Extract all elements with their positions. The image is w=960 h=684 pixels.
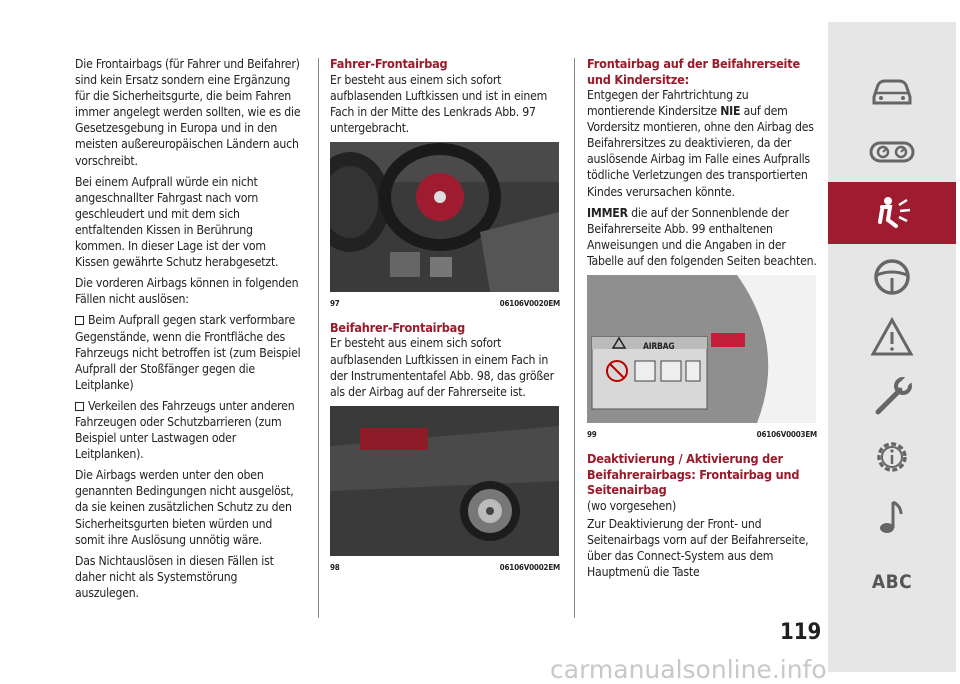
sidebar-item-safety[interactable] — [828, 182, 956, 244]
paragraph: Die vorderen Airbags können in folgenden Fällen nicht auslösen: — [75, 276, 299, 307]
figure-caption — [330, 296, 560, 312]
paragraph: Bei einem Aufprall würde ein nicht angeschnallter Fahrgast nach vorn geschleudert und mit dem sich entfaltenden Kissen in Berührung kommen. In dieser Lage ist der vom Kissen gewährte Schutz herabgesetzt. — [75, 174, 279, 270]
gauges-icon — [868, 131, 916, 173]
sidebar-item-technical-data[interactable] — [828, 427, 956, 487]
paragraph: Er besteht aus einem sich sofort aufblasenden Luftkissen in einem Fach in der Instrumententafel Abb. 98, das größer als der Airbag auf der Fahrerseite ist. — [330, 336, 554, 399]
checkbox-bullet-icon — [75, 316, 84, 325]
column-divider — [318, 58, 319, 618]
warning-triangle-icon — [868, 316, 916, 358]
sidebar-item-index[interactable] — [828, 552, 956, 612]
chapter-sidebar — [828, 22, 956, 672]
paragraph: Zur Deaktivierung der Front- und Seitenairbags vorn auf der Beifahrerseite, über das Connect-System aus dem Hauptmenü die Taste — [587, 516, 809, 579]
bullet-item — [75, 398, 301, 462]
music-note-icon — [868, 496, 916, 538]
section-heading: Beifahrer-Frontairbag — [330, 319, 465, 335]
airbag-label-text: AIRBAG — [643, 342, 675, 353]
section-heading: Frontairbag auf der Beifahrerseite und Kindersitze: — [587, 56, 800, 87]
text-column-3 — [587, 56, 817, 585]
figure-97-steering-wheel-airbag — [330, 142, 559, 292]
figure-number: 98 — [330, 562, 340, 572]
emphasis-nie: NIE — [720, 104, 741, 119]
bullet-text: Beim Aufprall gegen stark verformbare Gegenstände, wenn die Frontfläche des Fahrzeugs nicht betroffen ist (zum Beispiel Aufprall der Stoßfänger gegen die Leitplanke) — [75, 313, 301, 392]
section-heading: Fahrer-Frontairbag — [330, 56, 448, 71]
bullet-text: Verkeilen des Fahrzeugs unter anderen Fahrzeugen oder Schutzbarrieren (zum Beispiel unter Lastwagen oder Leitplanken). — [75, 398, 295, 462]
paragraph: Entgegen der Fahrtrichtung zu montierende Kindersitze NIE auf dem Vordersitz montieren, ohne den Airbag des Beifahrersitzes zu deaktivieren, da der auslösende Airbag im Falle eines Aufpralls tödliche Verletzungen des transportierten Kindes verursachen könnte. — [587, 88, 814, 199]
sidebar-item-multimedia[interactable] — [828, 487, 956, 547]
sidebar-item-instruments[interactable] — [828, 122, 956, 182]
page-number: 119 — [780, 620, 822, 645]
paragraph: (wo vorgesehen) — [587, 498, 677, 513]
sidebar-item-emergency[interactable] — [828, 307, 956, 367]
paragraph: IMMER die auf der Sonnenblende der Beifahrerseite Abb. 99 enthaltenen Anweisungen und die Angaben in der Tabelle auf den folgenden Seiten beachten. — [587, 205, 817, 268]
paragraph: Die Frontairbags (für Fahrer und Beifahrer) sind kein Ersatz sondern eine Ergänzung für die Sicherheitsgurte, die beim Fahren immer angelegt werden sollten, wie es die Gesetzesgebung in Europa und in den meisten außereuropäischen Ländern auch vorschreibt. — [75, 57, 301, 168]
figure-caption — [330, 560, 560, 576]
text-column-2 — [330, 56, 560, 584]
sidebar-item-driving[interactable] — [828, 247, 956, 307]
section-heading: Deaktivierung / Aktivierung der Beifahrerairbags: Frontairbag und Seitenairbag — [587, 451, 800, 498]
bullet-item — [75, 312, 301, 392]
paragraph: Er besteht aus einem sich sofort aufblasenden Luftkissen und ist in einem Fach in der Mitte des Lenkrads Abb. 97 untergebracht. — [330, 72, 548, 135]
sidebar-item-car[interactable] — [828, 62, 956, 122]
figure-98-dashboard-airbag — [330, 406, 559, 556]
figure-code: 06106V0003EM — [756, 430, 817, 440]
figure-number: 97 — [330, 298, 340, 308]
column-divider — [574, 58, 575, 618]
sidebar-item-maintenance[interactable] — [828, 367, 956, 427]
car-icon — [868, 71, 916, 113]
airbag-icon — [868, 192, 916, 234]
wrench-icon — [868, 376, 916, 418]
figure-code: 06106V0002EM — [499, 562, 560, 572]
figure-99-sun-visor-label — [587, 275, 816, 423]
paragraph: Die Airbags werden unter den oben genannten Bedingungen nicht ausgelöst, da sie keinen zusätzlichen Schutz zu den Sicherheitsgurten bieten würden und somit ihre Auslösung unnötig wäre. — [75, 468, 294, 547]
watermark: carmanualsonline.info — [550, 655, 827, 684]
figure-caption — [587, 427, 817, 443]
steering-wheel-icon — [868, 256, 916, 298]
text-column-1 — [75, 56, 301, 606]
gear-info-icon — [868, 436, 916, 478]
figure-code: 06106V0020EM — [499, 298, 560, 308]
checkbox-bullet-icon — [75, 402, 84, 411]
abc-index-label: ABC — [871, 571, 913, 593]
emphasis-immer: IMMER — [587, 205, 628, 220]
figure-number: 99 — [587, 430, 597, 440]
paragraph: Das Nichtauslösen in diesen Fällen ist daher nicht als Systemstörung auszulegen. — [75, 553, 274, 600]
